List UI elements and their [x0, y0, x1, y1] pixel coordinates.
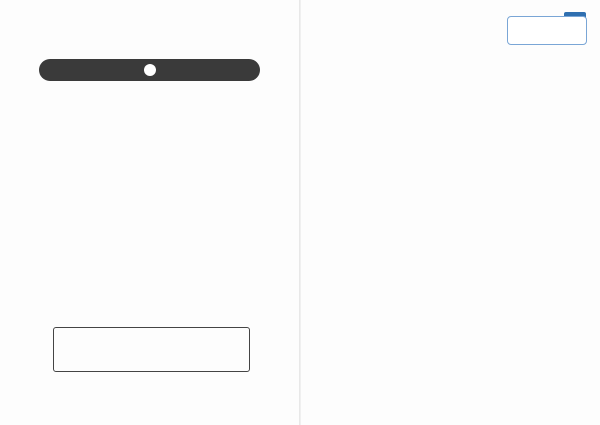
network-diagram [70, 88, 230, 323]
body-text [360, 64, 560, 362]
chapter-header-box [507, 16, 587, 45]
banner-number [144, 64, 156, 76]
diagram-caption [53, 327, 250, 372]
diagram-title-banner [39, 59, 260, 81]
